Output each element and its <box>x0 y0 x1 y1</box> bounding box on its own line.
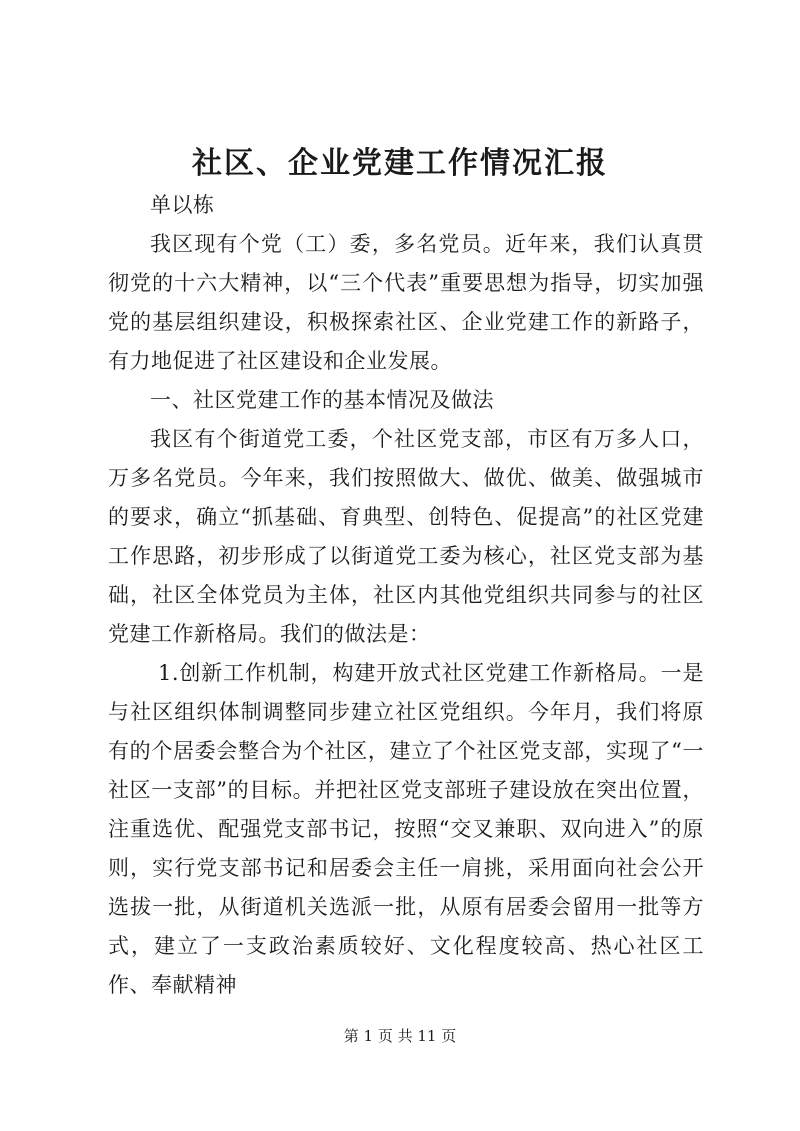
paragraph-item-1: 1.创新工作机制，构建开放式社区党建工作新格局。一是与社区组织体制调整同步建立社区党组织。今年月，我们将原有的个居委会整合为个社区，建立了个社区党支部，实现了“一社区一支部”的目标。并把社区党支部班子建设放在突出位置，注重选优、配强党支部书记，按照“交叉兼职、双向进入”的原则，实行党支部书记和居委会主任一肩挑，采用面向社会公开选拔一批，从街道机关选派一批，从原有居委会留用一批等方式，建立了一支政治素质较好、文化程度较高、热心社区工作、奉献精神 <box>108 661 704 997</box>
paragraph-overview: 我区有个街道党工委，个社区党支部，市区有万多人口，万多名党员。今年来，我们按照做大、做优、做美、做强城市的要求，确立“抓基础、育典型、创特色、促提高”的社区党建工作思路，初步形成了以街道党工委为核心，社区党支部为基础，社区全体党员为主体，社区内其他党组织共同参与的社区党建工作新格局。我们的做法是： <box>108 427 704 646</box>
document-title: 社区、企业党建工作情况汇报 <box>192 146 608 181</box>
author-line: 单以栋 <box>150 193 215 217</box>
page-footer: 第 1 页 共 11 页 <box>343 1027 457 1045</box>
section-heading: 一、社区党建工作的基本情况及做法 <box>150 388 494 412</box>
paragraph-intro: 我区现有个党（工）委，多名党员。近年来，我们认真贯彻党的十六大精神，以“三个代表”重要思想为指导，切实加强党的基层组织建设，积极探索社区、企业党建工作的新路子，有力地促进了社区建设和企业发展。 <box>108 232 704 373</box>
document-body <box>108 186 704 1005</box>
